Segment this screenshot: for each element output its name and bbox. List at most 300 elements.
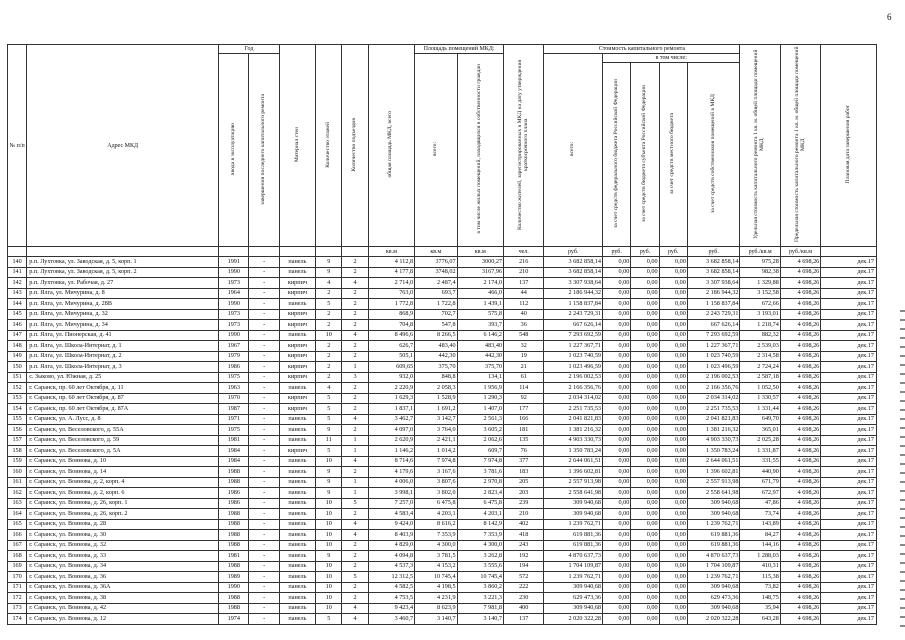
floors-cell: 10 [316,519,342,530]
total-area-cell: 9 424,0 [368,519,414,530]
wall-material-cell: панель [279,383,315,394]
cost-owners-cell: 1 381 216,32 [687,425,740,436]
total-area-cell: 3 462,7 [368,414,414,425]
year-last-repair-cell: - [249,530,279,541]
table-row [8,383,877,394]
cost-local-cell: 0,00 [659,498,687,509]
cost-total-cell: 1 239 762,71 [544,572,603,583]
planned-date-cell: дек.17 [821,509,877,520]
cost-owners-cell: 2 251 735,53 [687,404,740,415]
wall-material-cell: панель [279,509,315,520]
unit-cost-cell: 982,38 [740,267,780,278]
address-cell: г. Саранск, ул. Воинова, д. 26, корп. 1 [27,498,219,509]
planned-date-cell: дек.17 [821,530,877,541]
floors-cell: 10 [316,498,342,509]
max-cost-cell: 4 698,26 [780,288,820,299]
unit-cost-cell: 440,90 [740,467,780,478]
row-number-cell: 148 [8,341,27,352]
area-citizens-cell: 4 203,1 [457,509,503,520]
entrances-cell: 4 [342,330,368,341]
year-last-repair-cell: - [249,278,279,289]
wall-material-cell: панель [279,467,315,478]
cost-regional-cell: 0,00 [631,540,659,551]
cost-local-cell: 0,00 [659,509,687,520]
unit-cost-cell: 2 025,28 [740,435,780,446]
area-total-cell: 4 300,0 [415,540,457,551]
address-cell: р.п. Ялга, ул. Мичурина, д. 34 [27,320,219,331]
table-row [8,603,877,614]
address-cell: г. Саранск, ул. Веселовского, д. 59 [27,435,219,446]
entrances-cell: 1 [342,477,368,488]
area-total-cell: 3748,02 [415,267,457,278]
cost-federal-cell: 0,00 [603,572,631,583]
cost-local-cell: 0,00 [659,267,687,278]
row-number-cell: 150 [8,362,27,373]
area-total-cell: 1 722,8 [415,299,457,310]
total-area-cell: 1 772,8 [368,299,414,310]
cost-local-cell: 0,00 [659,561,687,572]
entrances-cell: 1 [342,435,368,446]
unit-cell: руб. [687,247,740,257]
unit-cell: руб./кв.м [780,247,820,257]
row-number-cell: 165 [8,519,27,530]
address-cell: р.п. Ялга, ул. Школа-Интернат, д. 3 [27,362,219,373]
cost-local-cell: 0,00 [659,530,687,541]
year-last-repair-cell: - [249,477,279,488]
floors-cell: 10 [316,330,342,341]
wall-material-cell: панель [279,299,315,310]
unit-cost-cell: 73,82 [740,582,780,593]
header-num: № п/п [8,45,27,247]
floors-cell: 9 [316,477,342,488]
year-commission-cell: 1973 [219,278,249,289]
unit-cost-cell: 84,27 [740,530,780,541]
area-citizens-cell: 2 062,6 [457,435,503,446]
cost-total-cell: 2 041 821,83 [544,414,603,425]
cost-local-cell: 0,00 [659,488,687,499]
wall-material-cell: панель [279,572,315,583]
cost-local-cell: 0,00 [659,299,687,310]
area-citizens-cell: 1 439,1 [457,299,503,310]
header-incl-group: в том числе: [603,54,740,63]
table-row [8,351,877,362]
year-commission-cell: 1975 [219,425,249,436]
area-citizens-cell: 1 290,3 [457,393,503,404]
cost-owners-cell: 1 023 496,59 [687,362,740,373]
residents-cell: 19 [504,351,544,362]
year-last-repair-cell: - [249,330,279,341]
year-last-repair-cell: - [249,593,279,604]
cost-regional-cell: 0,00 [631,456,659,467]
year-commission-cell: 1988 [219,540,249,551]
unit-cost-cell: 143,89 [740,519,780,530]
wall-material-cell: панель [279,551,315,562]
cost-owners-cell: 1 396 602,81 [687,467,740,478]
cost-owners-cell: 309 940,68 [687,603,740,614]
unit-cell: руб. [603,247,631,257]
table-row [8,530,877,541]
year-commission-cell: 1971 [219,414,249,425]
cost-local-cell: 0,00 [659,351,687,362]
unit-cost-cell: 643,28 [740,614,780,625]
residents-cell: 203 [504,488,544,499]
wall-material-cell: панель [279,530,315,541]
wall-material-cell: кирпич [279,362,315,373]
cost-local-cell: 0,00 [659,435,687,446]
header-year-group: Год [219,45,280,54]
year-last-repair-cell: - [249,540,279,551]
address-cell: р.п. Лухтовка, ул. Заводская, д. 5, корп. 1 [27,257,219,268]
cost-local-cell: 0,00 [659,467,687,478]
cost-owners-cell: 1 704 109,87 [687,561,740,572]
total-area-cell: 4 537,3 [368,561,414,572]
area-total-cell: 10 745,4 [415,572,457,583]
total-area-cell: 4 006,0 [368,477,414,488]
total-area-cell: 4 179,6 [368,467,414,478]
max-cost-cell: 4 698,26 [780,404,820,415]
cost-federal-cell: 0,00 [603,372,631,383]
residents-cell: 181 [504,425,544,436]
area-citizens-cell: 466,0 [457,288,503,299]
row-number-cell: 164 [8,509,27,520]
planned-date-cell: дек.17 [821,488,877,499]
cost-regional-cell: 0,00 [631,372,659,383]
residents-cell: 377 [504,456,544,467]
cost-federal-cell: 0,00 [603,509,631,520]
cost-local-cell: 0,00 [659,446,687,457]
cost-federal-cell: 0,00 [603,404,631,415]
floors-cell: 5 [316,393,342,404]
year-commission-cell: 1981 [219,551,249,562]
cost-regional-cell: 0,00 [631,572,659,583]
max-cost-cell: 4 698,26 [780,341,820,352]
floors-cell: 4 [316,383,342,394]
cost-regional-cell: 0,00 [631,467,659,478]
planned-date-cell: дек.17 [821,456,877,467]
planned-date-cell: дек.17 [821,435,877,446]
max-cost-cell: 4 698,26 [780,299,820,310]
unit-cost-cell: 3 193,01 [740,309,780,320]
year-commission-cell: 1964 [219,288,249,299]
max-cost-cell: 4 698,26 [780,561,820,572]
cost-federal-cell: 0,00 [603,603,631,614]
address-cell: г. Саранск, ул. А. Лусс, д. 8 [27,414,219,425]
area-citizens-cell: 3 555,6 [457,561,503,572]
cost-owners-cell: 7 293 692,59 [687,330,740,341]
residents-cell: 210 [504,509,544,520]
cost-local-cell: 0,00 [659,288,687,299]
unit-cell: руб. [659,247,687,257]
row-number-cell: 170 [8,572,27,583]
wall-material-cell: панель [279,593,315,604]
table-row [8,456,877,467]
year-commission-cell: 1988 [219,509,249,520]
max-cost-cell: 4 698,26 [780,456,820,467]
header-area-citizens: в том числе жилых помещений, находящихся в собственности граждан [457,54,503,247]
planned-date-cell: дек.17 [821,299,877,310]
year-commission-cell: 1973 [219,309,249,320]
row-number-cell: 147 [8,330,27,341]
year-last-repair-cell: - [249,519,279,530]
floors-cell: 4 [316,278,342,289]
page-number: 6 [887,12,892,22]
year-commission-cell: 1987 [219,404,249,415]
entrances-cell: 1 [342,446,368,457]
row-number-cell: 143 [8,288,27,299]
cost-regional-cell: 0,00 [631,404,659,415]
floors-cell: 5 [316,299,342,310]
entrances-cell: 5 [342,572,368,583]
cost-owners-cell: 1 158 837,84 [687,299,740,310]
residents-cell: 210 [504,267,544,278]
area-citizens-cell: 2 174,0 [457,278,503,289]
cost-owners-cell: 3 682 858,14 [687,267,740,278]
cost-federal-cell: 0,00 [603,383,631,394]
residents-cell: 548 [504,330,544,341]
cost-total-cell: 2 186 944,32 [544,288,603,299]
year-commission-cell: 1989 [219,572,249,583]
row-number-cell: 155 [8,414,27,425]
year-last-repair-cell: - [249,309,279,320]
residents-cell: 216 [504,257,544,268]
cost-regional-cell: 0,00 [631,320,659,331]
planned-date-cell: дек.17 [821,372,877,383]
address-cell: г. Саранск, ул. Воинова, д. 26, корп. 2 [27,509,219,520]
cost-total-cell: 309 940,68 [544,582,603,593]
unit-cost-cell: 2 314,58 [740,351,780,362]
wall-material-cell: кирпич [279,278,315,289]
floors-cell: 5 [316,414,342,425]
wall-material-cell: панель [279,330,315,341]
unit-cost-cell: 331,55 [740,456,780,467]
cost-total-cell: 2 251 735,53 [544,404,603,415]
residents-cell: 36 [504,320,544,331]
max-cost-cell: 4 698,26 [780,435,820,446]
year-commission-cell: 1988 [219,593,249,604]
cost-federal-cell: 0,00 [603,488,631,499]
header-floors: Количество этажей [316,45,342,247]
cost-owners-cell: 2 020 322,28 [687,614,740,625]
area-total-cell: 3 140,7 [415,614,457,625]
planned-date-cell: дек.17 [821,593,877,604]
table-row [8,540,877,551]
planned-date-cell: дек.17 [821,425,877,436]
cost-federal-cell: 0,00 [603,257,631,268]
cost-federal-cell: 0,00 [603,561,631,572]
area-total-cell: 2 421,1 [415,435,457,446]
max-cost-cell: 4 698,26 [780,540,820,551]
row-number-cell: 141 [8,267,27,278]
repair-plan-table [7,44,877,625]
cost-total-cell: 619 881,36 [544,540,603,551]
area-total-cell: 1 528,9 [415,393,457,404]
planned-date-cell: дек.17 [821,288,877,299]
cost-local-cell: 0,00 [659,603,687,614]
cost-regional-cell: 0,00 [631,351,659,362]
table-row [8,435,877,446]
area-citizens-cell: 7 353,9 [457,530,503,541]
entrances-cell: 2 [342,540,368,551]
total-area-cell: 763,0 [368,288,414,299]
residents-cell: 137 [504,278,544,289]
cost-total-cell: 3 682 858,14 [544,267,603,278]
header-cost-regional: за счет средств бюджета субъекта Российской Федерации [631,63,659,247]
entrances-cell: 4 [342,414,368,425]
cost-total-cell: 1 158 837,84 [544,299,603,310]
area-total-cell: 6 475,8 [415,498,457,509]
address-cell: г. Саранск, ул. Воинова, д. 10 [27,456,219,467]
year-last-repair-cell: - [249,614,279,625]
cost-local-cell: 0,00 [659,477,687,488]
floors-cell: 2 [316,288,342,299]
cost-federal-cell: 0,00 [603,593,631,604]
scan-edge-marks [900,310,905,630]
floors-cell: 5 [316,446,342,457]
year-commission-cell: 1988 [219,530,249,541]
table-row [8,498,877,509]
table-row [8,614,877,625]
total-area-cell: 2 620,9 [368,435,414,446]
row-number-cell: 153 [8,393,27,404]
cost-owners-cell: 2 186 944,32 [687,288,740,299]
table-row [8,414,877,425]
total-area-cell: 1 837,1 [368,404,414,415]
cost-regional-cell: 0,00 [631,257,659,268]
unit-cost-cell: 882,32 [740,330,780,341]
planned-date-cell: дек.17 [821,267,877,278]
header-planned-date: Плановая дата завершения работ [821,45,877,247]
address-cell: г. Саранск, ул. Воинова, д. 32 [27,540,219,551]
cost-federal-cell: 0,00 [603,362,631,373]
header-area-group: Площадь помещений МКД: [415,45,504,54]
area-total-cell: 7 353,9 [415,530,457,541]
cost-federal-cell: 0,00 [603,267,631,278]
cost-owners-cell: 3 307 938,64 [687,278,740,289]
cost-regional-cell: 0,00 [631,477,659,488]
area-citizens-cell: 1 956,9 [457,383,503,394]
cost-regional-cell: 0,00 [631,383,659,394]
wall-material-cell: кирпич [279,351,315,362]
cost-total-cell: 1 239 762,71 [544,519,603,530]
cost-federal-cell: 0,00 [603,414,631,425]
floors-cell: 10 [316,593,342,604]
max-cost-cell: 4 698,26 [780,530,820,541]
unit-cost-cell: 73,74 [740,509,780,520]
planned-date-cell: дек.17 [821,278,877,289]
table-row [8,582,877,593]
cost-federal-cell: 0,00 [603,456,631,467]
area-citizens-cell: 3 262,8 [457,551,503,562]
cost-owners-cell: 2 558 641,98 [687,488,740,499]
unit-cost-cell: 410,31 [740,561,780,572]
address-cell: г. Саранск, ул. Воинова, д. 36 [27,572,219,583]
year-last-repair-cell: - [249,582,279,593]
area-total-cell: 4 231,9 [415,593,457,604]
table-row [8,488,877,499]
unit-cost-cell: 672,97 [740,488,780,499]
residents-cell: 114 [504,383,544,394]
entrances-cell: 2 [342,267,368,278]
address-cell: г. Саранск, ул. Веселовского, д. 5А [27,446,219,457]
row-number-cell: 157 [8,435,27,446]
area-total-cell: 848,8 [415,372,457,383]
max-cost-cell: 4 698,26 [780,488,820,499]
total-area-cell: 609,65 [368,362,414,373]
cost-owners-cell: 1 239 762,71 [687,572,740,583]
floors-cell: 5 [316,614,342,625]
year-last-repair-cell: - [249,446,279,457]
cost-local-cell: 0,00 [659,362,687,373]
cost-local-cell: 0,00 [659,309,687,320]
unit-cost-cell: 671,79 [740,477,780,488]
header-cost-total: всего: [544,54,603,247]
residents-cell: 135 [504,435,544,446]
area-citizens-cell: 1 407,0 [457,404,503,415]
total-area-cell: 4 583,4 [368,509,414,520]
year-last-repair-cell: - [249,498,279,509]
year-commission-cell: 1967 [219,341,249,352]
entrances-cell: 2 [342,299,368,310]
row-number-cell: 146 [8,320,27,331]
cost-owners-cell: 2 034 314,02 [687,393,740,404]
unit-cost-cell: 1 331,87 [740,446,780,457]
unit-cost-cell: 365,01 [740,425,780,436]
row-number-cell: 174 [8,614,27,625]
header-wall-material: Материал стен [279,45,315,247]
year-commission-cell: 1990 [219,330,249,341]
year-commission-cell: 1988 [219,477,249,488]
table-row [8,341,877,352]
total-area-cell: 8 496,6 [368,330,414,341]
cost-total-cell: 1 704 109,87 [544,561,603,572]
header-max-cost: Предельная стоимость капитального ремонта 1 кв. м. общей площади помещений МКД [780,45,820,247]
header-year-commission: ввода в эксплуатацию [219,54,249,247]
floors-cell: 10 [316,603,342,614]
cost-regional-cell: 0,00 [631,425,659,436]
max-cost-cell: 4 698,26 [780,572,820,583]
area-citizens-cell: 3 605,2 [457,425,503,436]
cost-total-cell: 1 396 602,81 [544,467,603,478]
unit-cost-cell: 1 218,74 [740,320,780,331]
cost-total-cell: 629 473,36 [544,593,603,604]
planned-date-cell: дек.17 [821,257,877,268]
cost-regional-cell: 0,00 [631,309,659,320]
area-total-cell: 1 691,2 [415,404,457,415]
area-citizens-cell: 3 781,6 [457,467,503,478]
residents-cell: 177 [504,404,544,415]
area-total-cell: 483,40 [415,341,457,352]
floors-cell: 9 [316,257,342,268]
table-row [8,299,877,310]
max-cost-cell: 4 698,26 [780,467,820,478]
cost-total-cell: 4 903 330,73 [544,435,603,446]
table-row [8,362,877,373]
unit-cost-cell: 1 329,88 [740,278,780,289]
cost-regional-cell: 0,00 [631,393,659,404]
year-last-repair-cell: - [249,341,279,352]
table-row [8,404,877,415]
cost-regional-cell: 0,00 [631,435,659,446]
cost-owners-cell: 2 557 913,98 [687,477,740,488]
max-cost-cell: 4 698,26 [780,425,820,436]
cost-federal-cell: 0,00 [603,320,631,331]
area-citizens-cell: 6 146,2 [457,330,503,341]
cost-local-cell: 0,00 [659,582,687,593]
cost-federal-cell: 0,00 [603,467,631,478]
year-commission-cell: 1986 [219,488,249,499]
wall-material-cell: панель [279,603,315,614]
cost-federal-cell: 0,00 [603,540,631,551]
